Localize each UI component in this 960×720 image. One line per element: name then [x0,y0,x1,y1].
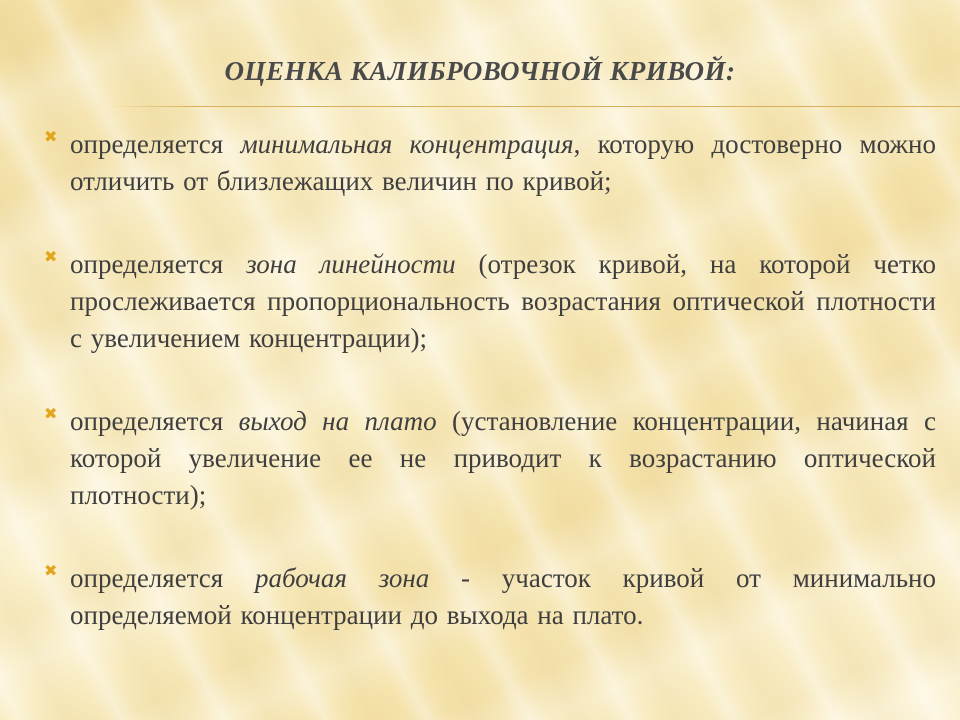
bullet-list [44,126,936,634]
bullet-term: минимальная концентрация [240,129,574,159]
cross-bullet-icon: ✖ [44,404,58,423]
bullet-item-linear-zone [44,246,936,357]
bullet-lead: определяется [70,249,224,279]
slide-title: ОЦЕНКА КАЛИБРОВОЧНОЙ КРИВОЙ: [224,56,736,86]
bullet-lead: определяется [70,129,224,159]
bullet-text: , которую достоверно можно отличить от близлежащих величин по кривой; [70,129,937,196]
bullet-item-min-concentration [44,126,936,200]
bullet-text: - участок кривой от минимально определяемой концентрации до выхода на плато. [70,563,937,630]
cross-bullet-icon: ✖ [44,561,58,580]
bullet-term: выход на плато [238,406,437,436]
bullet-term: рабочая зона [254,563,430,593]
bullet-lead: определяется [70,406,224,436]
bullet-text: (установление концентрации, начиная с которой увеличение ее не приводит к возрастанию оптической плотности); [70,406,936,510]
cross-bullet-icon: ✖ [44,127,58,146]
cross-bullet-icon: ✖ [44,247,58,266]
bullet-term: зона линейности [246,249,456,279]
title-divider [110,106,960,107]
bullet-lead: определяется [70,563,224,593]
bullet-item-plateau [44,403,936,514]
bullet-text: (отрезок кривой, на которой четко прослеживается пропорциональность возрастания оптической плотности с увеличением концентрации); [70,249,937,353]
bullet-item-working-zone [44,560,936,634]
